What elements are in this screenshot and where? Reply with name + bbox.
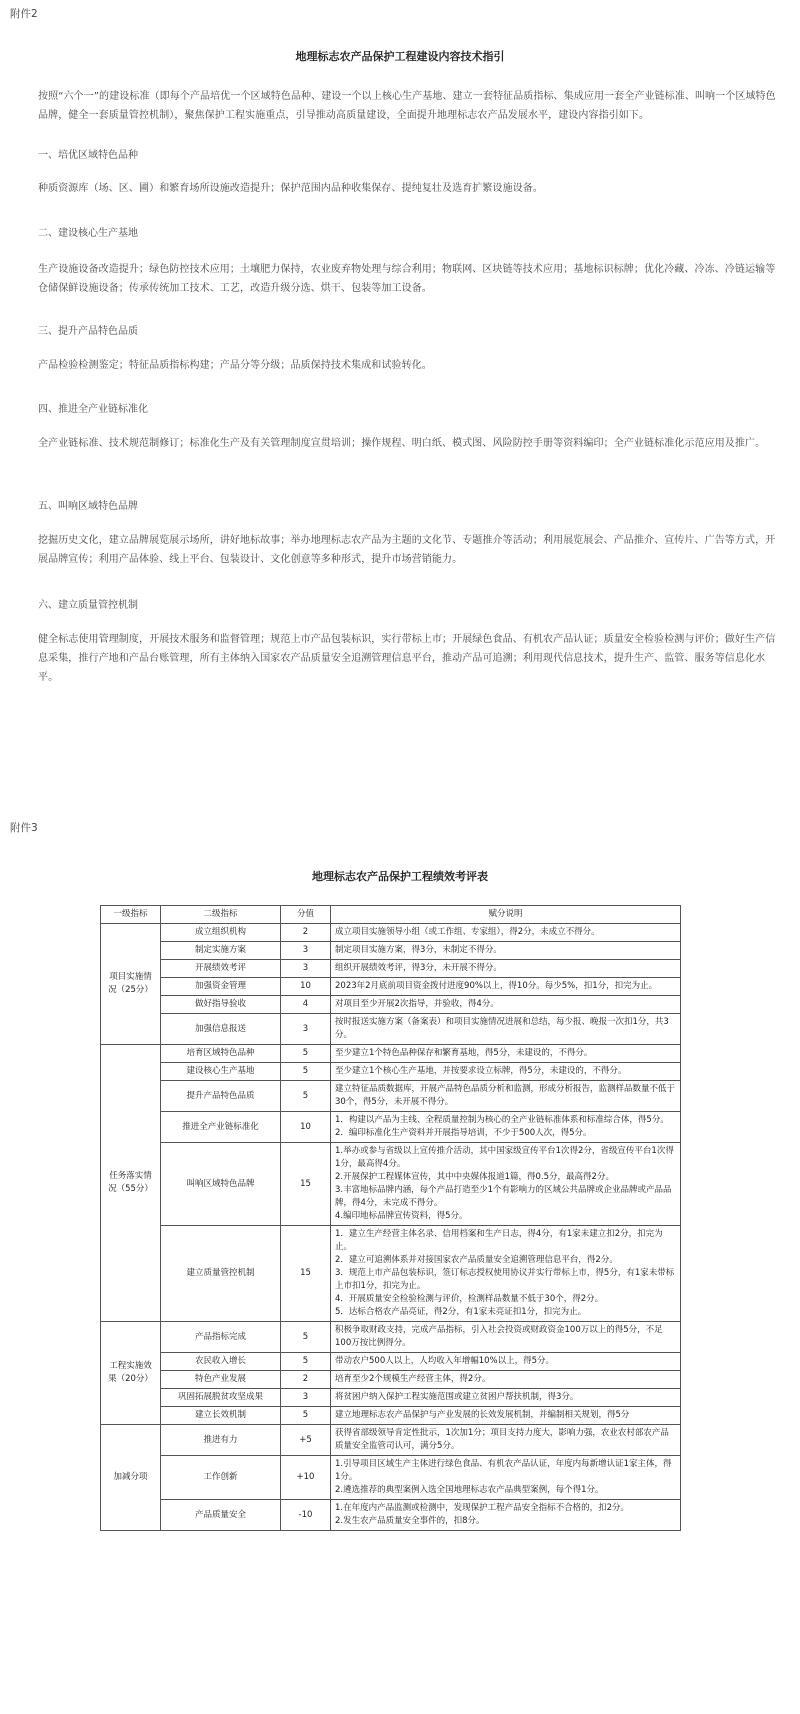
score-value: +10 bbox=[281, 1456, 331, 1500]
scoring-description: 1．构建以产品为主线、全程质量控制为核心的全产业链标准体系和标准综合体，得5分。 2．编印标准化生产资料并开展指导培训，不少于500人次，得5分。 bbox=[331, 1112, 681, 1143]
score-value: +5 bbox=[281, 1425, 331, 1456]
level2-indicator: 加强信息报送 bbox=[161, 1014, 281, 1045]
table-header-row bbox=[101, 906, 681, 924]
level2-indicator: 做好指导验收 bbox=[161, 996, 281, 1014]
table-row bbox=[101, 1456, 681, 1500]
scoring-description: 积极争取财政支持，完成产品指标，引入社会投资或财政资金100万以上的得5分，不足100万按比例得分。 bbox=[331, 1322, 681, 1353]
table-row bbox=[101, 1014, 681, 1045]
header-description: 赋分说明 bbox=[331, 906, 681, 924]
level2-indicator: 成立组织机构 bbox=[161, 924, 281, 942]
level2-indicator: 工作创新 bbox=[161, 1456, 281, 1500]
level2-indicator: 产品质量安全 bbox=[161, 1500, 281, 1531]
level1-indicator: 加减分项 bbox=[101, 1425, 161, 1531]
section-heading-5: 五、叫响区域特色品牌 bbox=[38, 501, 138, 512]
score-value: 10 bbox=[281, 1112, 331, 1143]
section-text-1: 种质资源库（场、区、圃）和繁育场所设施改造提升；保护范围内品种收集保存、提纯复壮及选育扩繁设施设备。 bbox=[38, 183, 543, 194]
scoring-description: 组织开展绩效考评，得3分，未开展不得分。 bbox=[331, 960, 681, 978]
scoring-description: 至少建立1个特色品种保存和繁育基地，得5分，未建设的，不得分。 bbox=[331, 1045, 681, 1063]
score-value: 3 bbox=[281, 942, 331, 960]
level2-indicator: 制定实施方案 bbox=[161, 942, 281, 960]
score-value: 5 bbox=[281, 1063, 331, 1081]
scoring-description: 1.在年度内产品监测或检测中，发现保护工程产品安全指标不合格的，扣2分。 2.发生农产品质量安全事件的，扣8分。 bbox=[331, 1500, 681, 1531]
score-value: -10 bbox=[281, 1500, 331, 1531]
scoring-description: 建立特征品质数据库，开展产品特色品质分析和监测，形成分析报告，监测样品数量不低于30个，得5分，未开展不得分。 bbox=[331, 1081, 681, 1112]
level1-indicator: 项目实施情 况（25分） bbox=[101, 924, 161, 1045]
score-value: 5 bbox=[281, 1322, 331, 1353]
score-value: 3 bbox=[281, 1389, 331, 1407]
annex3-label: 附件3 bbox=[10, 822, 38, 834]
scoring-description: 建立地理标志农产品保护与产业发展的长效发展机制，并编制相关规划，得5分 bbox=[331, 1407, 681, 1425]
scoring-description: 按时报送实施方案（备案表）和项目实施情况进展和总结，每少报、晚报一次扣1分，共3分。 bbox=[331, 1014, 681, 1045]
score-value: 5 bbox=[281, 1081, 331, 1112]
section-text-5: 挖掘历史文化，建立品牌展览展示场所，讲好地标故事；举办地理标志农产品为主题的文化节、专题推介等活动；利用展览展会、产品推介、宣传片、广告等方式，开展品牌宣传；利用产品体验、线上平台、包装设计、文化创意等多种形式，提升市场营销能力。 bbox=[38, 535, 776, 565]
table-row bbox=[101, 942, 681, 960]
section-heading-3: 三、提升产品特色品质 bbox=[38, 326, 138, 337]
level2-indicator: 建设核心生产基地 bbox=[161, 1063, 281, 1081]
table-row bbox=[101, 978, 681, 996]
section-heading-1: 一、培优区域特色品种 bbox=[38, 150, 138, 161]
table-row bbox=[101, 1045, 681, 1063]
score-value: 2 bbox=[281, 924, 331, 942]
table-row bbox=[101, 1500, 681, 1531]
table-row bbox=[101, 1389, 681, 1407]
scoring-description: 2023年2月底前项目资金拨付进度90%以上，得10分。每少5%，扣1分，扣完为止。 bbox=[331, 978, 681, 996]
score-value: 3 bbox=[281, 1014, 331, 1045]
level2-indicator: 产品指标完成 bbox=[161, 1322, 281, 1353]
level1-indicator: 任务落实情 况（55分） bbox=[101, 1045, 161, 1322]
score-value: 3 bbox=[281, 960, 331, 978]
level1-indicator: 工程实施效 果（20分） bbox=[101, 1322, 161, 1425]
level2-indicator: 开展绩效考评 bbox=[161, 960, 281, 978]
score-value: 10 bbox=[281, 978, 331, 996]
section-text-3: 产品检验检测鉴定；特征品质指标构建；产品分等分级；品质保持技术集成和试验转化。 bbox=[38, 360, 432, 371]
table-row bbox=[101, 1353, 681, 1371]
table-row bbox=[101, 1081, 681, 1112]
table-row bbox=[101, 924, 681, 942]
table-row bbox=[101, 1112, 681, 1143]
table-row bbox=[101, 1226, 681, 1322]
score-value: 15 bbox=[281, 1226, 331, 1322]
section-heading-4: 四、推进全产业链标准化 bbox=[38, 404, 148, 415]
level2-indicator: 特色产业发展 bbox=[161, 1371, 281, 1389]
level2-indicator: 推进有力 bbox=[161, 1425, 281, 1456]
scoring-description: 带动农户500人以上，人均收入年增幅10%以上，得5分。 bbox=[331, 1353, 681, 1371]
score-value: 4 bbox=[281, 996, 331, 1014]
annex2-label: 附件2 bbox=[10, 8, 38, 20]
table-row bbox=[101, 1143, 681, 1226]
section-text-6: 健全标志使用管理制度，开展技术服务和监督管理；规范上市产品包装标识，实行带标上市；开展绿色食品、有机农产品认证；质量安全检验检测与评价；做好生产信息采集，推行产地和产品台账管理，所有主体纳入国家农产品质量安全追溯管理信息平台，推动产品可追溯；利用现代信息技术，提升生产、监管、服务等信息化水平。 bbox=[38, 634, 776, 683]
level2-indicator: 建立长效机制 bbox=[161, 1407, 281, 1425]
section-heading-6: 六、建立质量管控机制 bbox=[38, 600, 138, 611]
header-level1: 一级指标 bbox=[101, 906, 161, 924]
score-value: 5 bbox=[281, 1353, 331, 1371]
annex2-intro: 按照“六个一”的建设标准（即每个产品培优一个区域特色品种、建设一个以上核心生产基地、建立一套特征品质指标、集成应用一套全产业链标准、叫响一个区域特色品牌，健全一套质量管控机制），聚焦保护工程实施重点，引导推动高质量建设，全面提升地理标志农产品发展水平，建设内容指引如下。 bbox=[38, 91, 776, 121]
scoring-description: 培育至少2个规模生产经营主体，得2分。 bbox=[331, 1371, 681, 1389]
score-value: 15 bbox=[281, 1143, 331, 1226]
scoring-description: 成立项目实施领导小组（或工作组、专家组），得2分，未成立不得分。 bbox=[331, 924, 681, 942]
header-level2: 二级指标 bbox=[161, 906, 281, 924]
table-body bbox=[101, 924, 681, 1531]
scoring-description: 1.引导项目区域生产主体进行绿色食品、有机农产品认证，年度内每新增认证1家主体，得1分。 2.遴选推荐的典型案例入选全国地理标志农产品典型案例，每个得1分。 bbox=[331, 1456, 681, 1500]
table-row bbox=[101, 1322, 681, 1353]
section-heading-2: 二、建设核心生产基地 bbox=[38, 228, 138, 239]
level2-indicator: 培育区域特色品种 bbox=[161, 1045, 281, 1063]
score-value: 5 bbox=[281, 1407, 331, 1425]
table-row bbox=[101, 1425, 681, 1456]
annex3-title: 地理标志农产品保护工程绩效考评表 bbox=[312, 870, 488, 883]
scoring-description: 获得省部级领导肯定性批示，1次加1分；项目支持力度大，影响力强，农业农村部农产品质量安全监管司认可，满分5分。 bbox=[331, 1425, 681, 1456]
table-row bbox=[101, 1371, 681, 1389]
scoring-description: 对项目至少开展2次指导，并验收，得4分。 bbox=[331, 996, 681, 1014]
section-text-4: 全产业链标准、技术规范制修订；标准化生产及有关管理制度宣贯培训；操作规程、明白纸、模式图、风险防控手册等资料编印；全产业链标准化示范应用及推广。 bbox=[38, 438, 766, 449]
table-row bbox=[101, 1063, 681, 1081]
level2-indicator: 农民收入增长 bbox=[161, 1353, 281, 1371]
level2-indicator: 提升产品特色品质 bbox=[161, 1081, 281, 1112]
section-text-2: 生产设施设备改造提升；绿色防控技术应用；土壤肥力保持，农业废弃物处理与综合利用；物联网、区块链等技术应用；基地标识标牌；优化冷藏、冷冻、冷链运输等仓储保鲜设施设备；传承传统加工技术、工艺，改造升级分选、烘干、包装等加工设备。 bbox=[38, 264, 776, 294]
level2-indicator: 推进全产业链标准化 bbox=[161, 1112, 281, 1143]
score-value: 2 bbox=[281, 1371, 331, 1389]
level2-indicator: 叫响区域特色品牌 bbox=[161, 1143, 281, 1226]
scoring-description: 制定项目实施方案，得3分，未制定不得分。 bbox=[331, 942, 681, 960]
table-row bbox=[101, 996, 681, 1014]
scoring-description: 1.举办或参与省级以上宣传推介活动，其中国家级宣传平台1次得2分，省级宣传平台1次得1分，最高得4分。 2.开展保护工程媒体宣传，其中中央媒体报道1篇，得0.5分，最高得2分。 3.丰富地标品牌内涵，每个产品打造至少1个有影响力的区域公共品牌或企业品牌或产品品牌，得4分，未完成不得分。 4.编印地标品牌宣传资料，得5分。 bbox=[331, 1143, 681, 1226]
performance-table bbox=[100, 905, 681, 1531]
table-row bbox=[101, 1407, 681, 1425]
score-value: 5 bbox=[281, 1045, 331, 1063]
level2-indicator: 巩固拓展脱贫攻坚成果 bbox=[161, 1389, 281, 1407]
table-row bbox=[101, 960, 681, 978]
level2-indicator: 建立质量管控机制 bbox=[161, 1226, 281, 1322]
level2-indicator: 加强资金管理 bbox=[161, 978, 281, 996]
scoring-description: 至少建立1个核心生产基地，并按要求设立标牌，得5分，未建设的，不得分。 bbox=[331, 1063, 681, 1081]
header-score: 分值 bbox=[281, 906, 331, 924]
annex2-title: 地理标志农产品保护工程建设内容技术指引 bbox=[295, 50, 505, 63]
scoring-description: 1．建立生产经营主体名录、信用档案和生产日志，得4分，有1家未建立扣2分，扣完为止。 2．建立可追溯体系并对接国家农产品质量安全追溯管理信息平台，得2分。 3．规范上市产品包装标识，签订标志授权使用协议并实行带标上市，得5分，有1家未带标上市扣1分，扣完为止。 4．开展质量安全检验检测与评价，检测样品数量不低于30个，得2分。 5．达标合格农产品亮证，得2分，有1家未亮证扣1分，扣完为止。 bbox=[331, 1226, 681, 1322]
scoring-description: 将贫困户纳入保护工程实施范围或建立贫困户帮扶机制，得3分。 bbox=[331, 1389, 681, 1407]
